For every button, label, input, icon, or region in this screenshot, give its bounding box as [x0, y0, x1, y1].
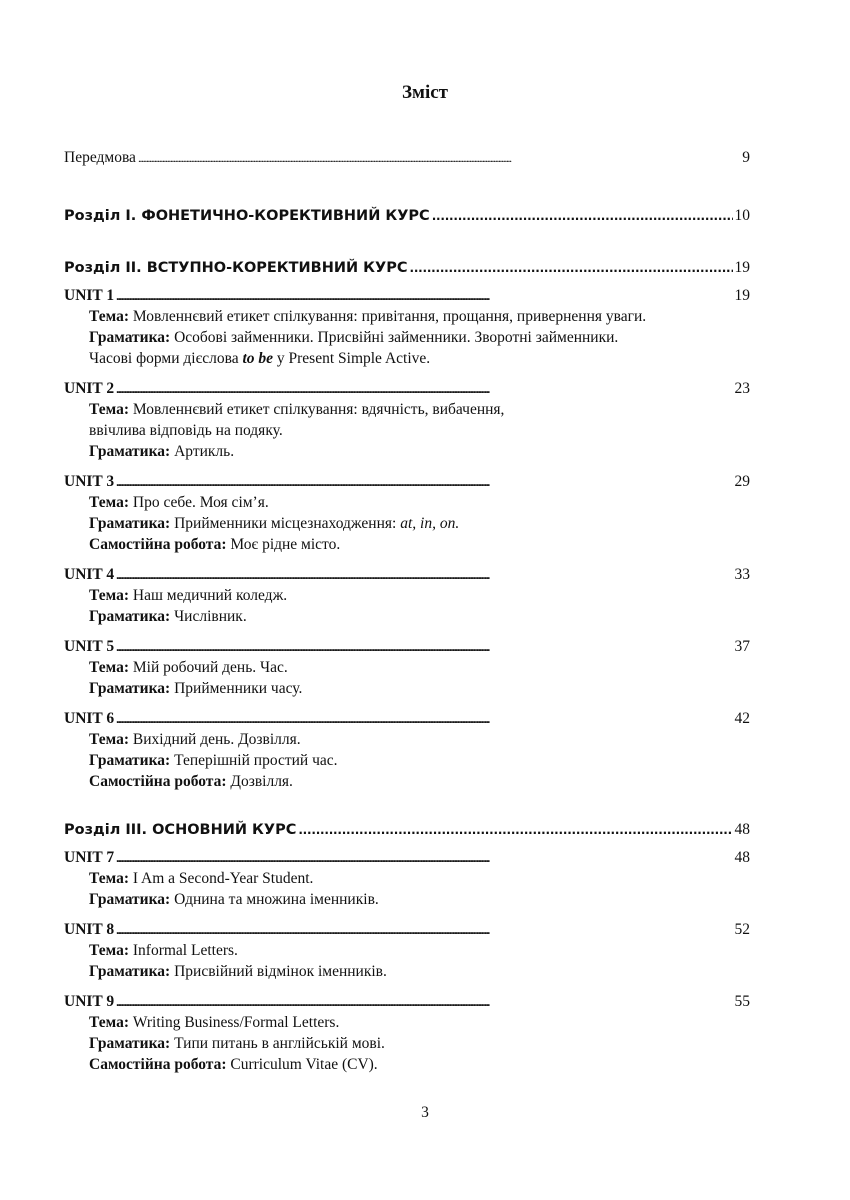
toc-page-number: 23	[734, 380, 750, 397]
toc-entry-preface[interactable]	[64, 148, 750, 168]
toc-page-number: 48	[734, 849, 750, 866]
unit-topic: Тема: Writing Business/Formal Letters.	[89, 1014, 340, 1031]
page-number: 3	[421, 1104, 429, 1121]
toc-page-number: 42	[734, 710, 750, 727]
unit-grammar: Граматика: Числівник.	[89, 608, 247, 625]
leader-dots	[298, 820, 732, 840]
unit-label: UNIT 8	[64, 921, 115, 938]
toc-page-number: 33	[734, 566, 750, 583]
unit-grammar: Граматика: Присвійний відмінок іменників.	[89, 963, 387, 980]
unit-topic: Тема: Мовленнєвий етикет спілкування: привітання, прощання, привернення уваги.	[89, 308, 647, 325]
toc-page-number: 48	[734, 821, 750, 838]
toc-page-number: 37	[734, 638, 750, 655]
toc-page-number: 9	[742, 149, 750, 166]
leader-dots	[116, 472, 732, 492]
unit-self-study: Самостійна робота: Дозвілля.	[89, 773, 293, 790]
leader-dots	[409, 258, 732, 278]
unit-label: UNIT 5	[64, 638, 115, 655]
toc-entry-label: Передмова	[64, 149, 136, 166]
unit-grammar-cont: Часові форми дієслова to be у Present Simple Active.	[89, 350, 431, 367]
unit-grammar: Граматика: Прийменники часу.	[89, 680, 303, 697]
unit-topic: Тема: Про себе. Моя сім’я.	[89, 494, 269, 511]
leader-dots	[116, 286, 732, 306]
toc-page-number: 10	[734, 207, 750, 224]
toc-section-2[interactable]	[64, 258, 750, 278]
toc-unit-3[interactable]	[64, 472, 750, 492]
unit-grammar: Граматика: Артикль.	[89, 443, 235, 460]
unit-grammar: Граматика: Особові займенники. Присвійні займенники. Зворотні займенники.	[89, 329, 619, 346]
unit-label: UNIT 1	[64, 287, 115, 304]
unit-topic: Тема: Наш медичний коледж.	[89, 587, 288, 604]
toc-unit-7[interactable]	[64, 848, 750, 868]
toc-unit-9[interactable]	[64, 992, 750, 1012]
toc-unit-8[interactable]	[64, 920, 750, 940]
toc-page-number: 19	[734, 259, 750, 276]
unit-label: UNIT 9	[64, 993, 115, 1010]
unit-topic: Тема: I Am a Second-Year Student.	[89, 870, 314, 887]
unit-topic: Тема: Вихідний день. Дозвілля.	[89, 731, 301, 748]
leader-dots	[116, 565, 732, 585]
unit-topic-cont: ввічлива відповідь на подяку.	[89, 422, 283, 439]
unit-label: UNIT 2	[64, 380, 115, 397]
toc-page-number: 29	[734, 473, 750, 490]
unit-self-study: Самостійна робота: Моє рідне місто.	[89, 536, 341, 553]
table-of-contents	[64, 148, 750, 1075]
leader-dots	[116, 848, 732, 868]
toc-page-number: 19	[734, 287, 750, 304]
leader-dots	[116, 709, 732, 729]
unit-label: UNIT 3	[64, 473, 115, 490]
toc-unit-6[interactable]	[64, 709, 750, 729]
unit-label: UNIT 7	[64, 849, 115, 866]
leader-dots	[116, 920, 732, 940]
unit-grammar: Граматика: Типи питань в англійській мові.	[89, 1035, 385, 1052]
toc-unit-4[interactable]	[64, 565, 750, 585]
page-title: Зміст	[401, 82, 448, 103]
leader-dots	[116, 379, 732, 399]
section-label: Розділ III. ОСНОВНИЙ КУРС	[64, 822, 297, 838]
toc-page-number: 52	[734, 921, 750, 938]
unit-label: UNIT 6	[64, 710, 115, 727]
toc-unit-5[interactable]	[64, 637, 750, 657]
unit-self-study: Самостійна робота: Curriculum Vitae (CV).	[89, 1056, 378, 1073]
section-label: Розділ II. ВСТУПНО-КОРЕКТИВНИЙ КУРС	[64, 260, 408, 276]
unit-grammar: Граматика: Теперішній простий час.	[89, 752, 338, 769]
unit-label: UNIT 4	[64, 566, 115, 583]
toc-unit-2[interactable]	[64, 379, 750, 399]
unit-topic: Тема: Мовленнєвий етикет спілкування: вдячність, вибачення,	[89, 401, 505, 418]
unit-grammar: Граматика: Однина та множина іменників.	[89, 891, 379, 908]
section-label: Розділ I. ФОНЕТИЧНО-КОРЕКТИВНИЙ КУРС	[64, 208, 430, 224]
toc-unit-1[interactable]	[64, 286, 750, 306]
toc-section-1[interactable]	[64, 206, 750, 226]
toc-section-3[interactable]	[64, 820, 750, 840]
unit-topic: Тема: Informal Letters.	[89, 942, 238, 959]
toc-page-number: 55	[734, 993, 750, 1010]
unit-topic: Тема: Мій робочий день. Час.	[89, 659, 288, 676]
leader-dots	[116, 992, 732, 1012]
leader-dots	[116, 637, 732, 657]
unit-grammar: Граматика: Прийменники місцезнаходження: at, in, on.	[89, 515, 460, 532]
leader-dots	[138, 148, 740, 168]
leader-dots	[432, 206, 733, 226]
